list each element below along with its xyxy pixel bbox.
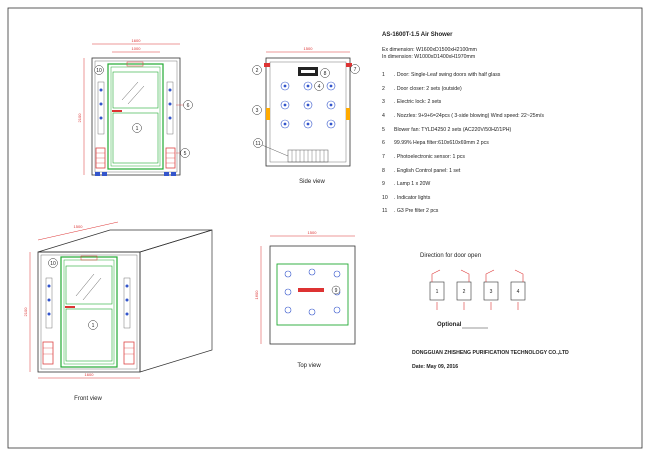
door-direction-title: Direction for door open (420, 253, 482, 259)
callout-10-iso: 10 (50, 261, 56, 267)
dim-front-height: 2100 (77, 113, 82, 123)
callout-11: 11 (255, 141, 261, 147)
top-view-label: Top view (297, 363, 321, 369)
front-elevation (77, 38, 193, 176)
spec-item (382, 87, 462, 93)
spec-text: . Door closer: 2 sets (outside) (394, 86, 462, 92)
front-view-iso (23, 222, 212, 402)
spec-item (382, 182, 430, 188)
spec-item (382, 141, 489, 147)
dim-top-width: 1500 (307, 230, 317, 235)
front-view-label: Front view (74, 396, 102, 402)
dim-iso-depth: 1500 (73, 224, 83, 229)
dim-front-width-outer: 1600 (131, 38, 141, 43)
spec-number: 2 (382, 86, 385, 92)
spec-item (382, 73, 500, 79)
spec-text: . Electric lock: 2 sets (394, 99, 442, 105)
model-title: AS-1600T-1.5 Air Shower (382, 32, 453, 38)
callout-9: 9 (334, 288, 338, 294)
spec-item (382, 209, 438, 215)
spec-number: 4 (382, 113, 385, 119)
callout-5: 5 (183, 151, 187, 157)
callout-1: 1 (135, 126, 139, 132)
in-dimension: In dimension: W1000xD1400xH1970mm (382, 54, 476, 60)
spec-text: . Photoelectronic sensor: 1 pcs (394, 154, 465, 160)
company-name: DONGGUAN ZHISHENG PURIFICATION TECHNOLOGY CO.,LTD (412, 350, 569, 356)
door-direction-diagram (430, 270, 525, 328)
ex-dimension: Ex dimension: W1600xD1500xH2100mm (382, 47, 477, 53)
drawing-date: Date: May 09, 2016 (412, 364, 459, 370)
dim-top-depth: 1600 (254, 290, 259, 300)
top-view (254, 230, 355, 369)
spec-number: 5 (382, 127, 385, 133)
door-dir-4: 4 (516, 289, 520, 295)
spec-number: 8 (382, 168, 385, 174)
spec-item (382, 155, 465, 161)
spec-number: 11 (382, 208, 388, 214)
spec-text: . Door: Single-Leaf swing doors with half glass (394, 72, 501, 78)
dim-iso-height: 2100 (23, 307, 28, 317)
spec-text: . English Control panel: 1 set (394, 168, 461, 174)
dim-iso-width: 1600 (84, 372, 94, 377)
callout-6: 6 (186, 103, 190, 109)
door-glass (113, 72, 158, 108)
spec-number: 9 (382, 181, 385, 187)
callout-8: 8 (323, 71, 327, 77)
spec-text: 99.99% Hepa filter:610x610x69mm 2 pcs (394, 140, 489, 146)
dim-front-width-inner: 1000 (131, 46, 141, 51)
callout-3: 3 (255, 108, 259, 114)
spec-item (382, 196, 430, 202)
spec-item (382, 114, 544, 120)
spec-text: . Lamp 1 x 20W (394, 181, 431, 187)
spec-item (382, 169, 460, 175)
callout-10: 10 (96, 68, 102, 74)
spec-text: . Nozzles: 9+9+6=24pcs ( 3-side blowing) Wind speed: 22~25m/s (394, 113, 544, 119)
spec-text: . G3 Pre filter 2 pcs (394, 208, 439, 214)
spec-item (382, 100, 441, 106)
spec-item (382, 128, 511, 134)
door-dir-1: 1 (435, 289, 439, 295)
side-view (253, 46, 360, 185)
spec-text: . Indicator lights (394, 195, 431, 201)
front-door (108, 64, 163, 169)
spec-text: Blower fan: TYLD4250 2 sets (AC220V/50HZ/1PH) (394, 127, 512, 133)
callout-4: 4 (317, 84, 321, 90)
spec-number: 6 (382, 140, 385, 146)
dim-side-width: 1500 (303, 46, 313, 51)
optional-label: Optional (437, 322, 462, 328)
spec-number: 1 (382, 72, 385, 78)
spec-number: 7 (382, 154, 385, 160)
spec-number: 10 (382, 195, 388, 201)
callout-2: 2 (255, 68, 259, 74)
side-view-label: Side view (299, 179, 325, 185)
door-dir-3: 3 (489, 289, 493, 295)
callout-1-iso: 1 (91, 323, 95, 329)
spec-number: 3 (382, 99, 385, 105)
door-dir-2: 2 (462, 289, 466, 295)
callout-7: 7 (353, 67, 357, 73)
